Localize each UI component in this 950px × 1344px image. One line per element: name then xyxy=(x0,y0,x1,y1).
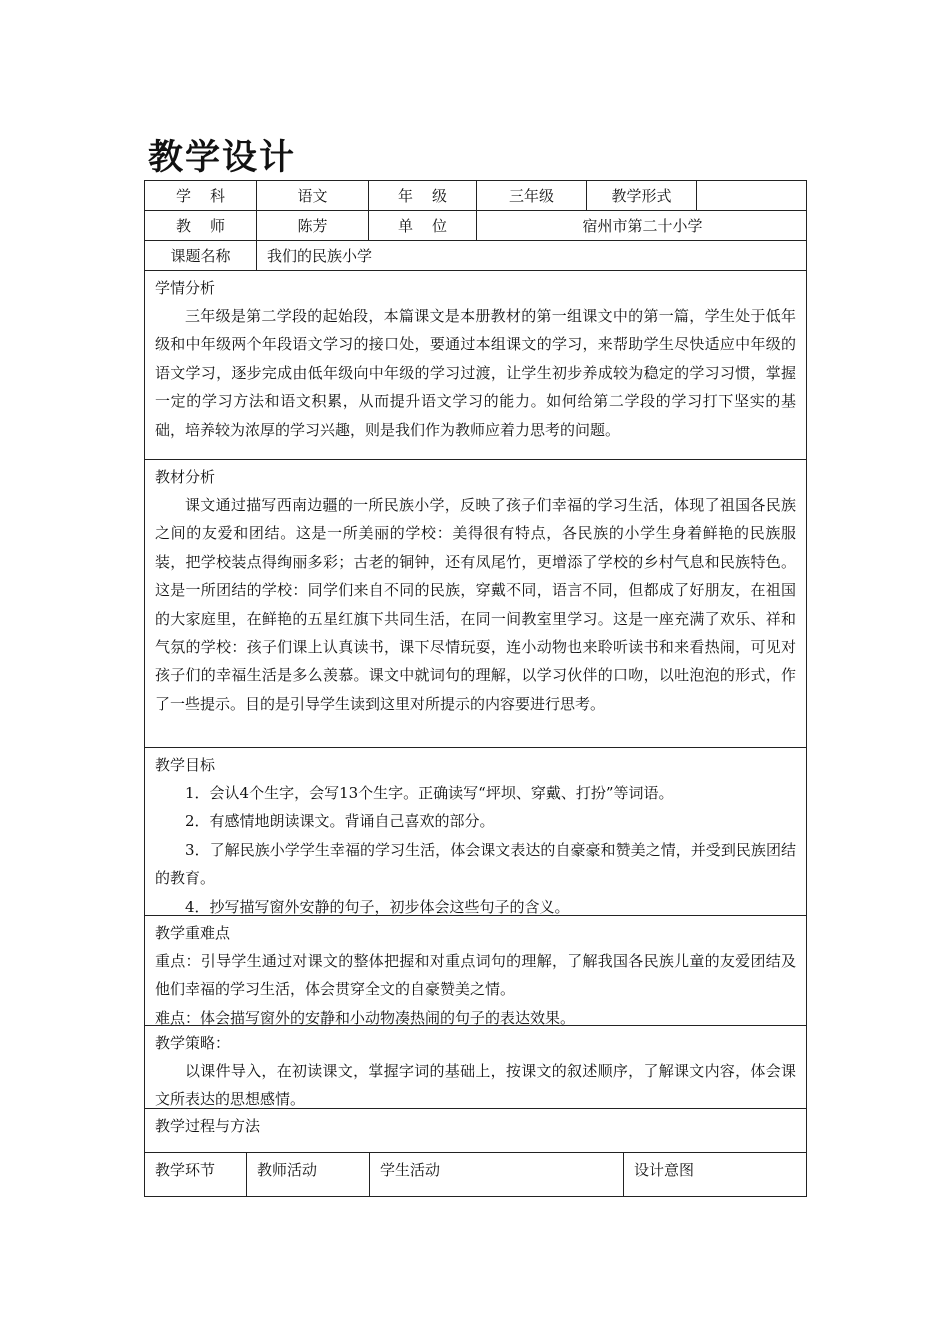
material-analysis-section xyxy=(145,460,806,748)
goal-item: 1．会认4个生字，会写13个生字。正确读写“坪坝、穿戴、打扮”等词语。 xyxy=(185,784,674,802)
teacher-value: 陈芳 xyxy=(257,211,369,240)
learner-analysis-heading: 学情分析 xyxy=(155,279,216,297)
learner-analysis-section xyxy=(145,271,806,460)
grade-label: 年 级 xyxy=(369,181,477,210)
key-points-section xyxy=(145,916,806,1026)
header-teacher-activity: 教师活动 xyxy=(247,1153,370,1196)
teaching-strategy-section xyxy=(145,1026,806,1109)
subject-label: 学 科 xyxy=(145,181,257,210)
lesson-label: 课题名称 xyxy=(145,241,257,270)
learner-analysis-text: 三年级是第二学段的起始段，本篇课文是本册教材的第一组课文中的第一篇，学生处于低年级和中年级两个年段语文学习的接口处，要通过本组课文的学习，来帮助学生尽快适应中年级的语文学习，逐步完成由低年级向中年级的学习过渡，让学生初步养成较为稳定的学习习惯，掌握一定的学习方法和语文积累，从而提升语文学习的能力。如何给第二学段的学习打下坚实的基础，培养较为浓厚的学习兴趣，则是我们作为教师应着力思考的问题。 xyxy=(155,307,796,439)
teaching-strategy-heading: 教学策略： xyxy=(155,1034,231,1052)
material-analysis-heading: 教材分析 xyxy=(155,468,216,486)
teaching-process-heading: 教学过程与方法 xyxy=(155,1117,261,1135)
info-row-1 xyxy=(145,181,806,211)
teaching-goals-section xyxy=(145,748,806,916)
goal-item: 2．有感情地朗读课文。背诵自己喜欢的部分。 xyxy=(185,812,495,831)
goal-item: 4．抄写描写窗外安静的句子，初步体会这些句子的含义。 xyxy=(185,897,570,916)
header-student-activity: 学生活动 xyxy=(370,1153,624,1196)
unit-label: 单 位 xyxy=(369,211,477,240)
key-point-text: 重点：引导学生通过对课文的整体把握和对重点词句的理解，了解我国各民族儿童的友爱团结及他们幸福的学习生活，体会贯穿全文的自豪赞美之情。 xyxy=(155,952,796,999)
info-row-2 xyxy=(145,211,806,241)
teacher-label: 教 师 xyxy=(145,211,257,240)
lesson-value: 我们的民族小学 xyxy=(267,247,373,265)
unit-value: 宿州市第二十小学 xyxy=(582,217,703,235)
header-design-intent: 设计意图 xyxy=(634,1161,695,1179)
difficult-point-text: 难点：体会描写窗外的安静和小动物凑热闹的句子的表达效果。 xyxy=(155,1008,576,1027)
subject-value: 语文 xyxy=(257,181,369,210)
form-value xyxy=(697,181,808,210)
key-points-heading: 教学重难点 xyxy=(155,924,231,942)
page-title: 教学设计 xyxy=(148,138,297,178)
grade-value: 三年级 xyxy=(477,181,587,210)
form-label: 教学形式 xyxy=(587,181,697,210)
process-table-header-row xyxy=(145,1153,806,1197)
teaching-strategy-text: 以课件导入，在初读课文，掌握字词的基础上，按课文的叙述顺序，了解课文内容，体会课文所表达的思想感情。 xyxy=(155,1062,796,1109)
teaching-process-section xyxy=(145,1109,806,1153)
material-analysis-text: 课文通过描写西南边疆的一所民族小学，反映了孩子们幸福的学习生活，体现了祖国各民族之间的友爱和团结。这是一所美丽的学校：美得很有特点，各民族的小学生身着鲜艳的民族服装，把学校装点得绚丽多彩；古老的铜钟，还有凤尾竹，更增添了学校的乡村气息和民族特色。这是一所团结的学校：同学们来自不同的民族，穿戴不同，语言不同，但都成了好朋友，在祖国的大家庭里，在鲜艳的五星红旗下共同生活，在同一间教室里学习。这是一座充满了欢乐、祥和气氛的学校：孩子们课上认真读书，课下尽情玩耍，连小动物也来聆听读书和来看热闹，可见对孩子们的幸福生活是多么羡慕。课文中就词句的理解，以学习伙伴的口吻，以吐泡泡的形式，作了一些提示。目的是引导学生读到这里对所提示的内容要进行思考。 xyxy=(155,496,796,713)
lesson-plan-table xyxy=(144,180,807,1197)
teaching-goals-heading: 教学目标 xyxy=(155,756,216,774)
info-row-3 xyxy=(145,241,806,271)
header-teaching-stage: 教学环节 xyxy=(145,1153,247,1196)
goal-item: 3．了解民族小学学生幸福的学习生活，体会课文表达的自豪豪和赞美之情，并受到民族团结的教育。 xyxy=(155,840,796,888)
